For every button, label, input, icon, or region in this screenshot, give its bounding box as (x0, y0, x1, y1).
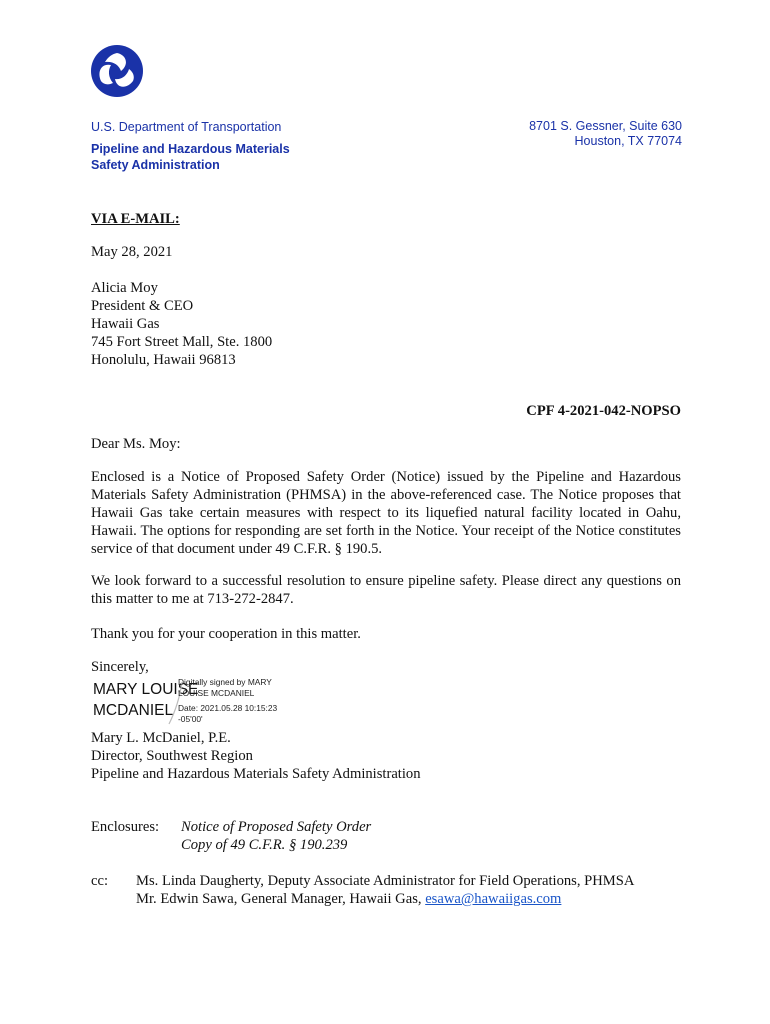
list-item: Mr. Edwin Sawa, General Manager, Hawaii Gas, esawa@hawaiigas.com (136, 891, 562, 907)
signer-block: Mary L. McDaniel, P.E. Director, Southwest Region Pipeline and Hazardous Materials Safety Administration (91, 730, 421, 782)
cc-list (136, 872, 634, 908)
agency-block (91, 119, 290, 173)
paragraph: Enclosed is a Notice of Proposed Safety Order (Notice) issued by the Pipeline and Hazardous Materials Safety Administration (PHMSA) in the above-referenced case. The Notice proposes that Hawaii Gas take certain measures with respect to its liquefied natural facility located in Oahu, Hawaii. The options for responding are set forth in the Notice. Your receipt of the Notice constitutes service of that document under 49 C.F.R. § 190.5. (91, 469, 681, 557)
office-address: 8701 S. Gessner, Suite 630 Houston, TX 77074 (529, 119, 682, 148)
salutation: Dear Ms. Moy: (91, 436, 181, 452)
signature-name: MARY LOUISE MCDANIEL (93, 681, 199, 719)
administration-name: Pipeline and Hazardous Materials Safety Administration (91, 142, 290, 172)
recipient-address: Alicia Moy President & CEO Hawaii Gas 745 Fort Street Mall, Ste. 1800 Honolulu, Hawaii 96813 (91, 280, 273, 368)
enclosures-list (181, 818, 371, 854)
letter-date: May 28, 2021 (91, 244, 173, 260)
paragraph: We look forward to a successful resolution to ensure pipeline safety. Please direct any questions on this matter to me at 713-272-2847. (91, 573, 681, 607)
list-item: Copy of 49 C.F.R. § 190.239 (181, 837, 348, 853)
delivery-method: VIA E-MAIL: (91, 211, 180, 227)
list-item: Notice of Proposed Safety Order (181, 819, 372, 835)
list-item: Ms. Linda Daugherty, Deputy Associate Administrator for Field Operations, PHMSA (136, 873, 635, 889)
enclosures-label: Enclosures: (91, 819, 160, 835)
paragraph: Thank you for your cooperation in this matter. (91, 626, 361, 642)
signature-details: Digitally signed by MARY LOUISE MCDANIEL Date: 2021.05.28 10:15:23 -05'00' (178, 677, 278, 724)
case-reference: CPF 4-2021-042-NOPSO (526, 403, 681, 419)
email-link[interactable]: esawa@hawaiigas.com (425, 891, 562, 907)
dot-logo-icon (91, 45, 143, 97)
department-name: U.S. Department of Transportation (91, 120, 282, 134)
closing: Sincerely, (91, 659, 149, 675)
cc-label: cc: (91, 873, 109, 889)
